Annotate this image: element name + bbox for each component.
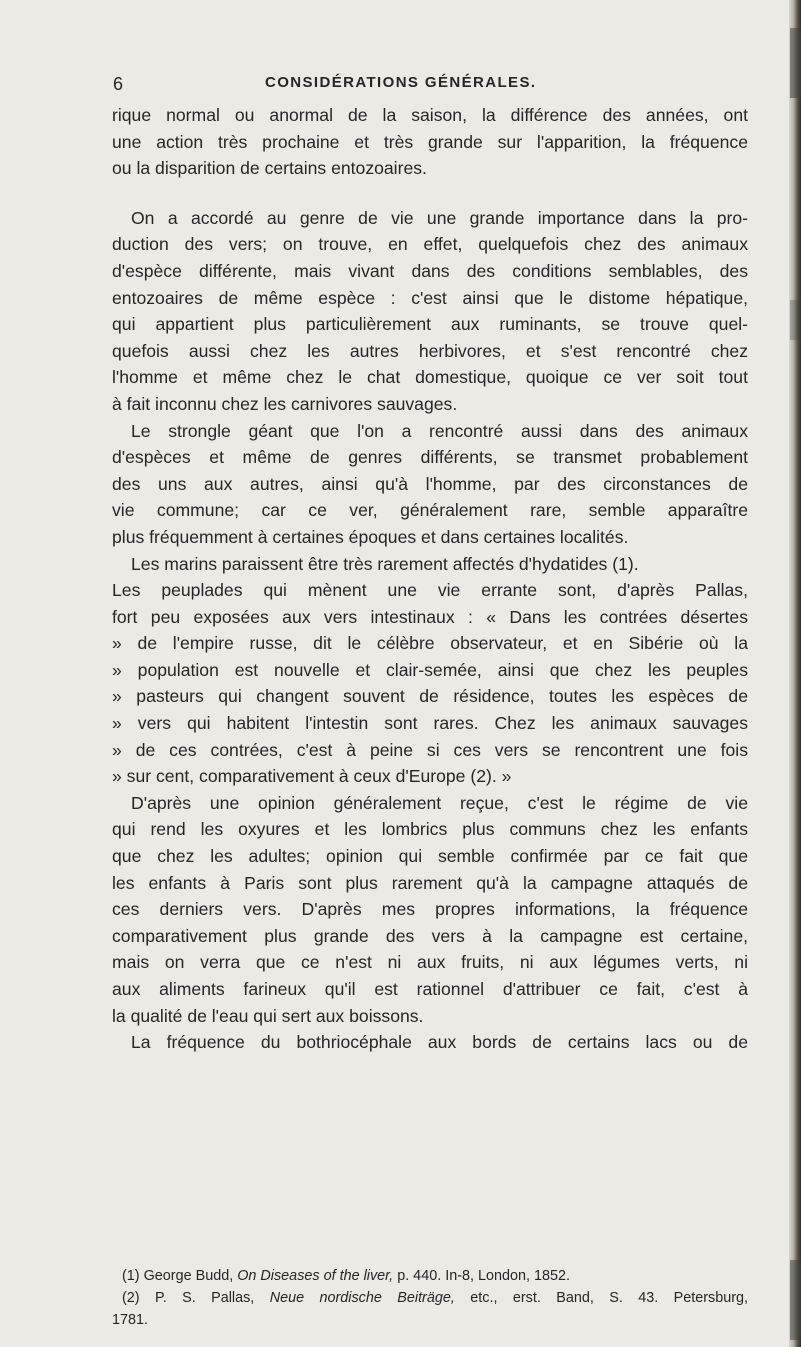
footnote-title: Neue nordische Beiträge, (269, 1290, 455, 1306)
text-line: aux aliments farineux qu'il est rationnel d'attribuer ce fait, c'est à (112, 979, 748, 999)
footnote-title: On Diseases of the liver, (237, 1268, 394, 1284)
footnote-author: P. S. Pallas, (154, 1290, 255, 1306)
page-edge (789, 0, 801, 1347)
text-line: D'après une opinion généralement reçue, c'est le régime de vie (131, 792, 748, 813)
text-line: » de ces contrées, c'est à peine si ces vers se rencontrent une fois (112, 739, 748, 760)
footnote-1 (112, 1265, 748, 1287)
footnotes (112, 1265, 748, 1331)
body-text (112, 102, 748, 1056)
text-line: duction des vers; on trouve, en effet, quelquefois chez des animaux (112, 234, 748, 255)
footnote-marker: (2) (122, 1290, 140, 1306)
text-line: quefois aussi chez les autres herbivores, et s'est rencontré chez (112, 340, 748, 361)
text-line: » sur cent, comparativement à ceux d'Europe (2). » (112, 766, 512, 787)
text-line: » vers qui habitent l'intestin sont rares. Chez les animaux sauvages (112, 713, 748, 734)
text-line: Les peuplades qui mènent une vie errante sont, d'après Pallas, (112, 580, 748, 601)
text-line: la qualité de l'eau qui sert aux boissons. (112, 1005, 424, 1026)
text-line: » population est nouvelle et clair-semée, ainsi que chez les peuples (112, 659, 748, 680)
text-line: que chez les adultes; opinion qui semble confirmée par ce fait que (112, 846, 748, 867)
text-line: d'espèce différente, mais vivant dans des conditions semblables, des (112, 260, 748, 281)
text-line: des uns aux autres, ainsi qu'à l'homme, par des circonstances de (112, 473, 748, 494)
text-line: Le strongle géant que l'on a rencontré aussi dans des animaux (131, 420, 748, 441)
text-line: les enfants à Paris sont plus rarement qu'à la campagne attaqués de (112, 872, 748, 893)
text-line: qui appartient plus particulièrement aux ruminants, se trouve quel- (112, 314, 748, 335)
text-line: comparativement plus grande des vers à la campagne est certaine, (112, 925, 748, 946)
text-line: » de l'empire russe, dit le célèbre observateur, et en Sibérie où la (112, 633, 748, 654)
running-title: CONSIDÉRATIONS GÉNÉRALES. (265, 74, 537, 91)
text-line: » pasteurs qui changent souvent de résidence, toutes les espèces de (112, 686, 748, 707)
edge-mark (790, 1260, 801, 1340)
page-number: 6 (113, 74, 124, 94)
text-line: ou la disparition de certains entozoaires. (112, 158, 427, 179)
text-line: qui rend les oxyures et les lombrics plus communs chez les enfants (112, 819, 748, 840)
text-line: mais on verra que ce n'est ni aux fruits, ni aux légumes verts, ni (112, 952, 748, 973)
text-line: Les marins paraissent être très rarement affectés d'hydatides (1). (131, 553, 639, 574)
text-line: une action très prochaine et très grande sur l'apparition, la fréquence (112, 131, 748, 152)
edge-mark (790, 28, 801, 98)
footnote-2 (112, 1287, 748, 1309)
running-header (110, 74, 746, 100)
text-line: d'espèces et même de genres différents, se transmet probablement (112, 447, 748, 468)
text-line: vie commune; car ce ver, généralement rare, semble apparaître (112, 500, 748, 521)
footnote-details: etc., erst. Band, S. 43. Petersburg, (470, 1290, 748, 1306)
text-line: rique normal ou anormal de la saison, la différence des années, ont (112, 105, 748, 125)
text-line: plus fréquemment à certaines époques et dans certaines localités. (112, 526, 629, 547)
footnote-2-continuation: 1781. (112, 1312, 149, 1328)
text-line: La fréquence du bothriocéphale aux bords de certains lacs ou de (131, 1032, 748, 1053)
text-line: On a accordé au genre de vie une grande importance dans la pro- (131, 207, 748, 228)
text-line: fort peu exposées aux vers intestinaux : « Dans les contrées désertes (112, 606, 748, 627)
text-line: ces derniers vers. D'après mes propres informations, la fréquence (112, 899, 748, 920)
text-line: entozoaires de même espèce : c'est ainsi que le distome hépatique, (112, 287, 748, 308)
text-line: à fait inconnu chez les carnivores sauvages. (112, 393, 458, 414)
edge-mark (790, 300, 801, 340)
text-line: l'homme et même chez le chat domestique, quoique ce ver soit tout (112, 367, 748, 388)
footnote-author: George Budd, (143, 1268, 234, 1284)
footnote-details: p. 440. In-8, London, 1852. (397, 1268, 571, 1284)
footnote-marker: (1) (122, 1268, 140, 1284)
